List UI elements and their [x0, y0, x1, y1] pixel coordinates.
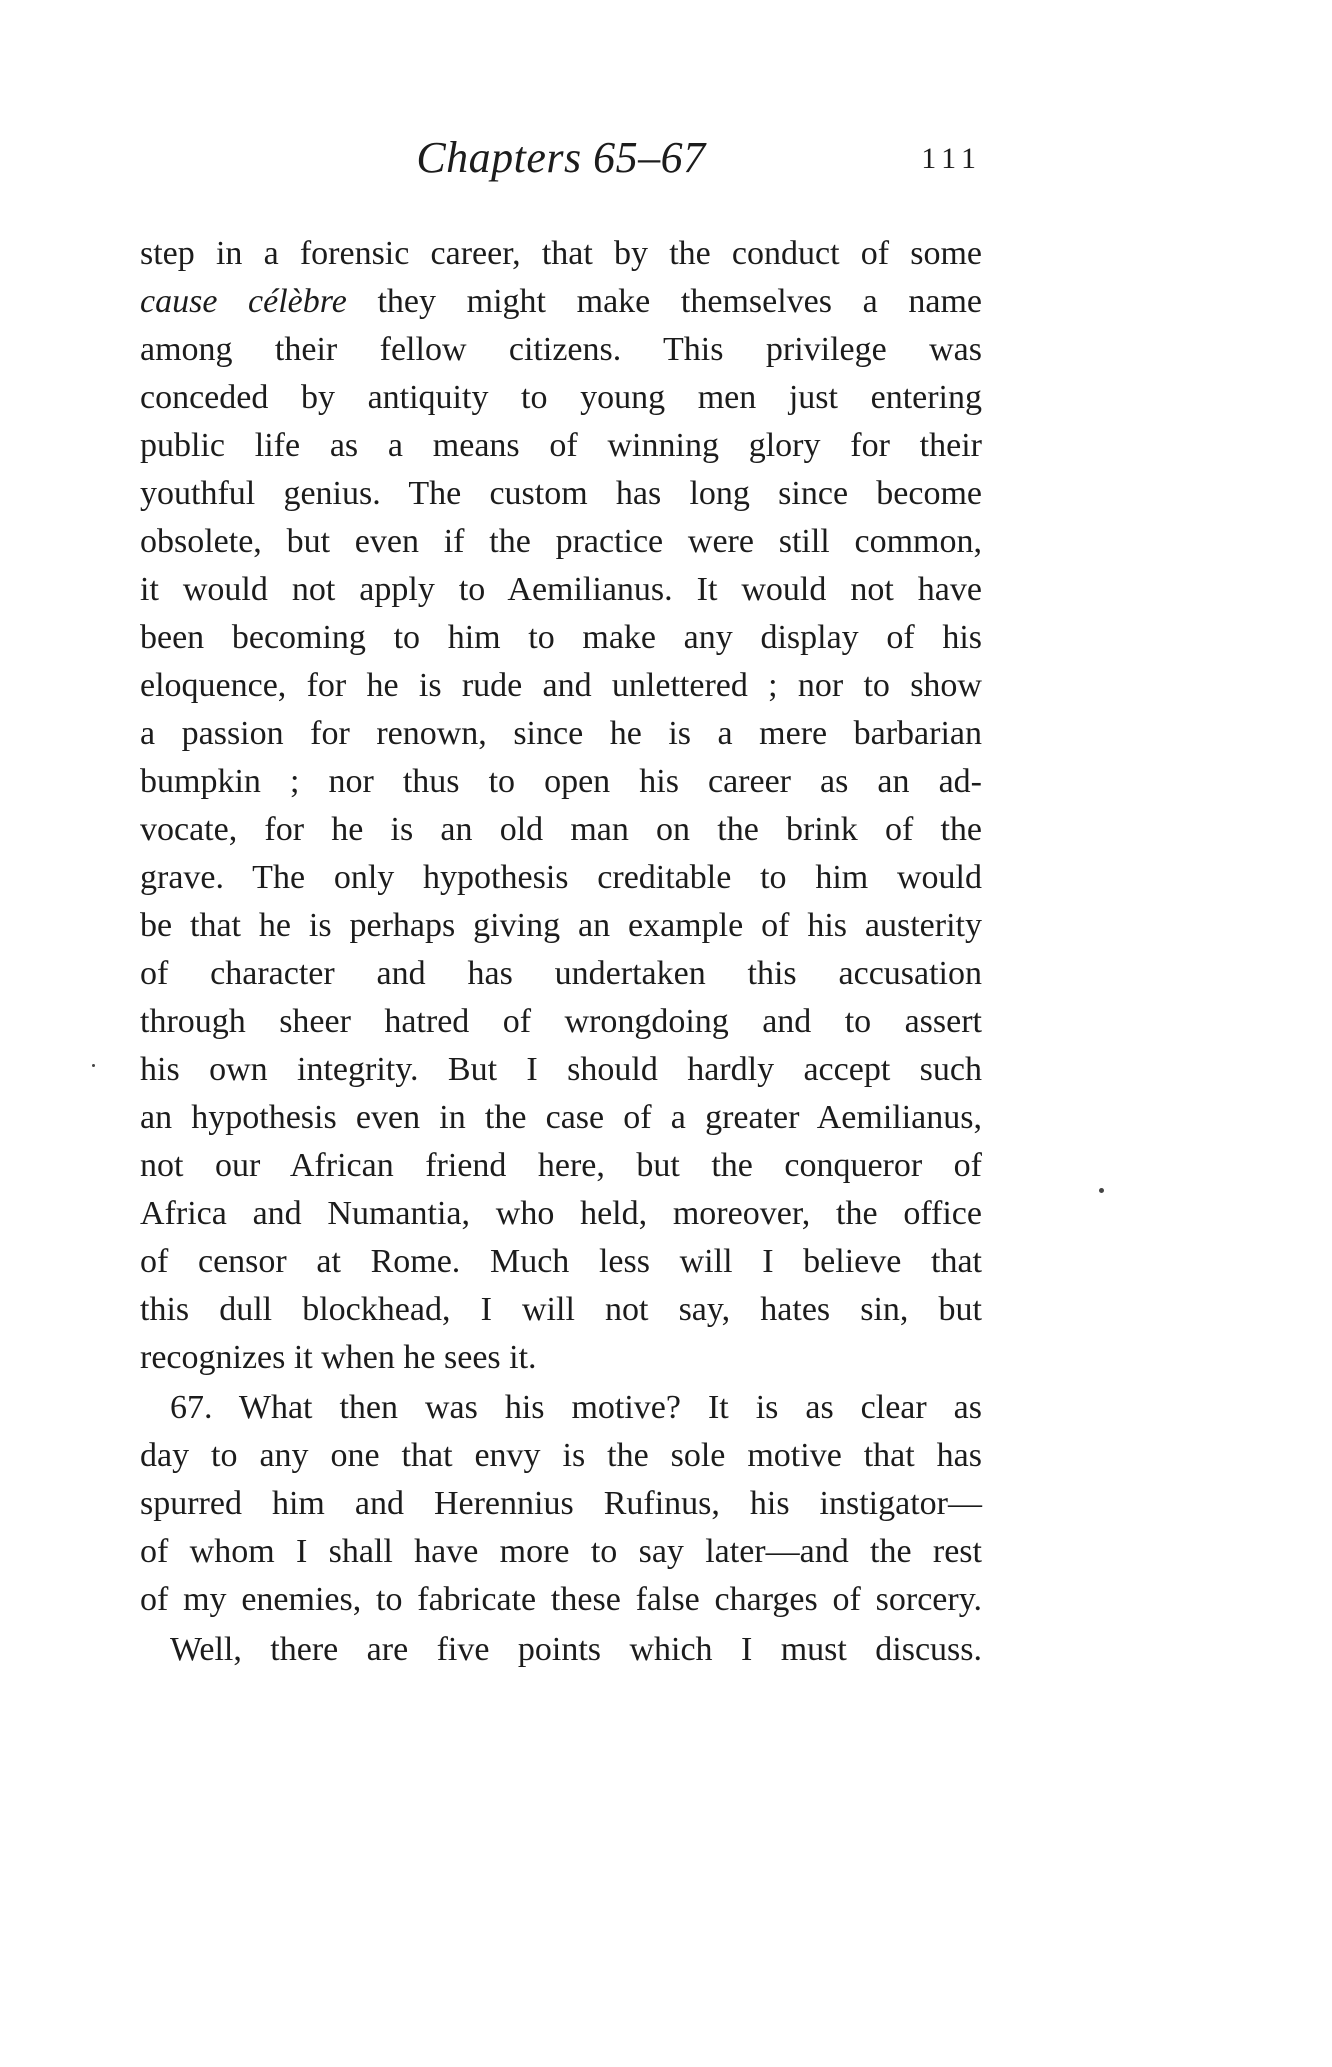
text-line: through sheer hatred of wrongdoing and to assert	[140, 1003, 982, 1040]
text-line: day to any one that envy is the sole motive that has	[140, 1437, 982, 1474]
text-line: grave. The only hypothesis creditable to him would	[140, 859, 982, 896]
text-line: of my enemies, to fabricate these false charges of sorcery.	[140, 1581, 982, 1618]
text-line: step in a forensic career, that by the conduct of some	[140, 235, 982, 272]
text-line: conceded by antiquity to young men just entering	[140, 379, 982, 416]
paragraph-2	[140, 1384, 982, 1624]
running-title: Chapters 65–67	[416, 133, 706, 182]
body-text	[140, 230, 982, 1674]
text-line: public life as a means of winning glory for their	[140, 427, 982, 464]
text-line: be that he is perhaps giving an example of his austerity	[140, 907, 982, 944]
text-line: recognizes it when he sees it.	[140, 1339, 537, 1376]
page-number: 111	[921, 142, 982, 175]
text-line: it would not apply to Aemilianus. It would not have	[140, 571, 982, 608]
text-line: an hypothesis even in the case of a greater Aemilianus,	[140, 1099, 982, 1136]
text-line: obsolete, but even if the practice were still common,	[140, 523, 982, 560]
text-line: vocate, for he is an old man on the brink of the	[140, 811, 982, 848]
text-line: not our African friend here, but the conqueror of	[140, 1147, 982, 1184]
text-line: this dull blockhead, I will not say, hates sin, but	[140, 1291, 982, 1328]
italic-phrase: cause célèbre	[140, 283, 347, 320]
ink-speck	[1099, 1188, 1104, 1193]
text-line: bumpkin ; nor thus to open his career as an ad-	[140, 763, 982, 800]
text-line: Well, there are five points which I must discuss.	[170, 1631, 982, 1668]
text-line: his own integrity. But I should hardly accept such	[140, 1051, 982, 1088]
text-line: eloquence, for he is rude and unlettered ; nor to show	[140, 667, 982, 704]
text-line: among their fellow citizens. This privilege was	[140, 331, 982, 368]
text-line: Africa and Numantia, who held, moreover, the office	[140, 1195, 982, 1232]
paragraph-1	[140, 230, 982, 1382]
ink-speck	[92, 1064, 95, 1067]
text-line: cause célèbre they might make themselves a name	[140, 283, 982, 320]
running-head	[140, 132, 982, 192]
text-line: of character and has undertaken this accusation	[140, 955, 982, 992]
text-line: of censor at Rome. Much less will I believe that	[140, 1243, 982, 1280]
text-line: youthful genius. The custom has long since become	[140, 475, 982, 512]
text-line: of whom I shall have more to say later—and the rest	[140, 1533, 982, 1570]
text-line: a passion for renown, since he is a mere barbarian	[140, 715, 982, 752]
text-line: been becoming to him to make any display of his	[140, 619, 982, 656]
paragraph-3	[140, 1626, 982, 1674]
text-line: 67. What then was his motive? It is as clear as	[170, 1389, 982, 1426]
text-line: spurred him and Herennius Rufinus, his instigator—	[140, 1485, 982, 1522]
